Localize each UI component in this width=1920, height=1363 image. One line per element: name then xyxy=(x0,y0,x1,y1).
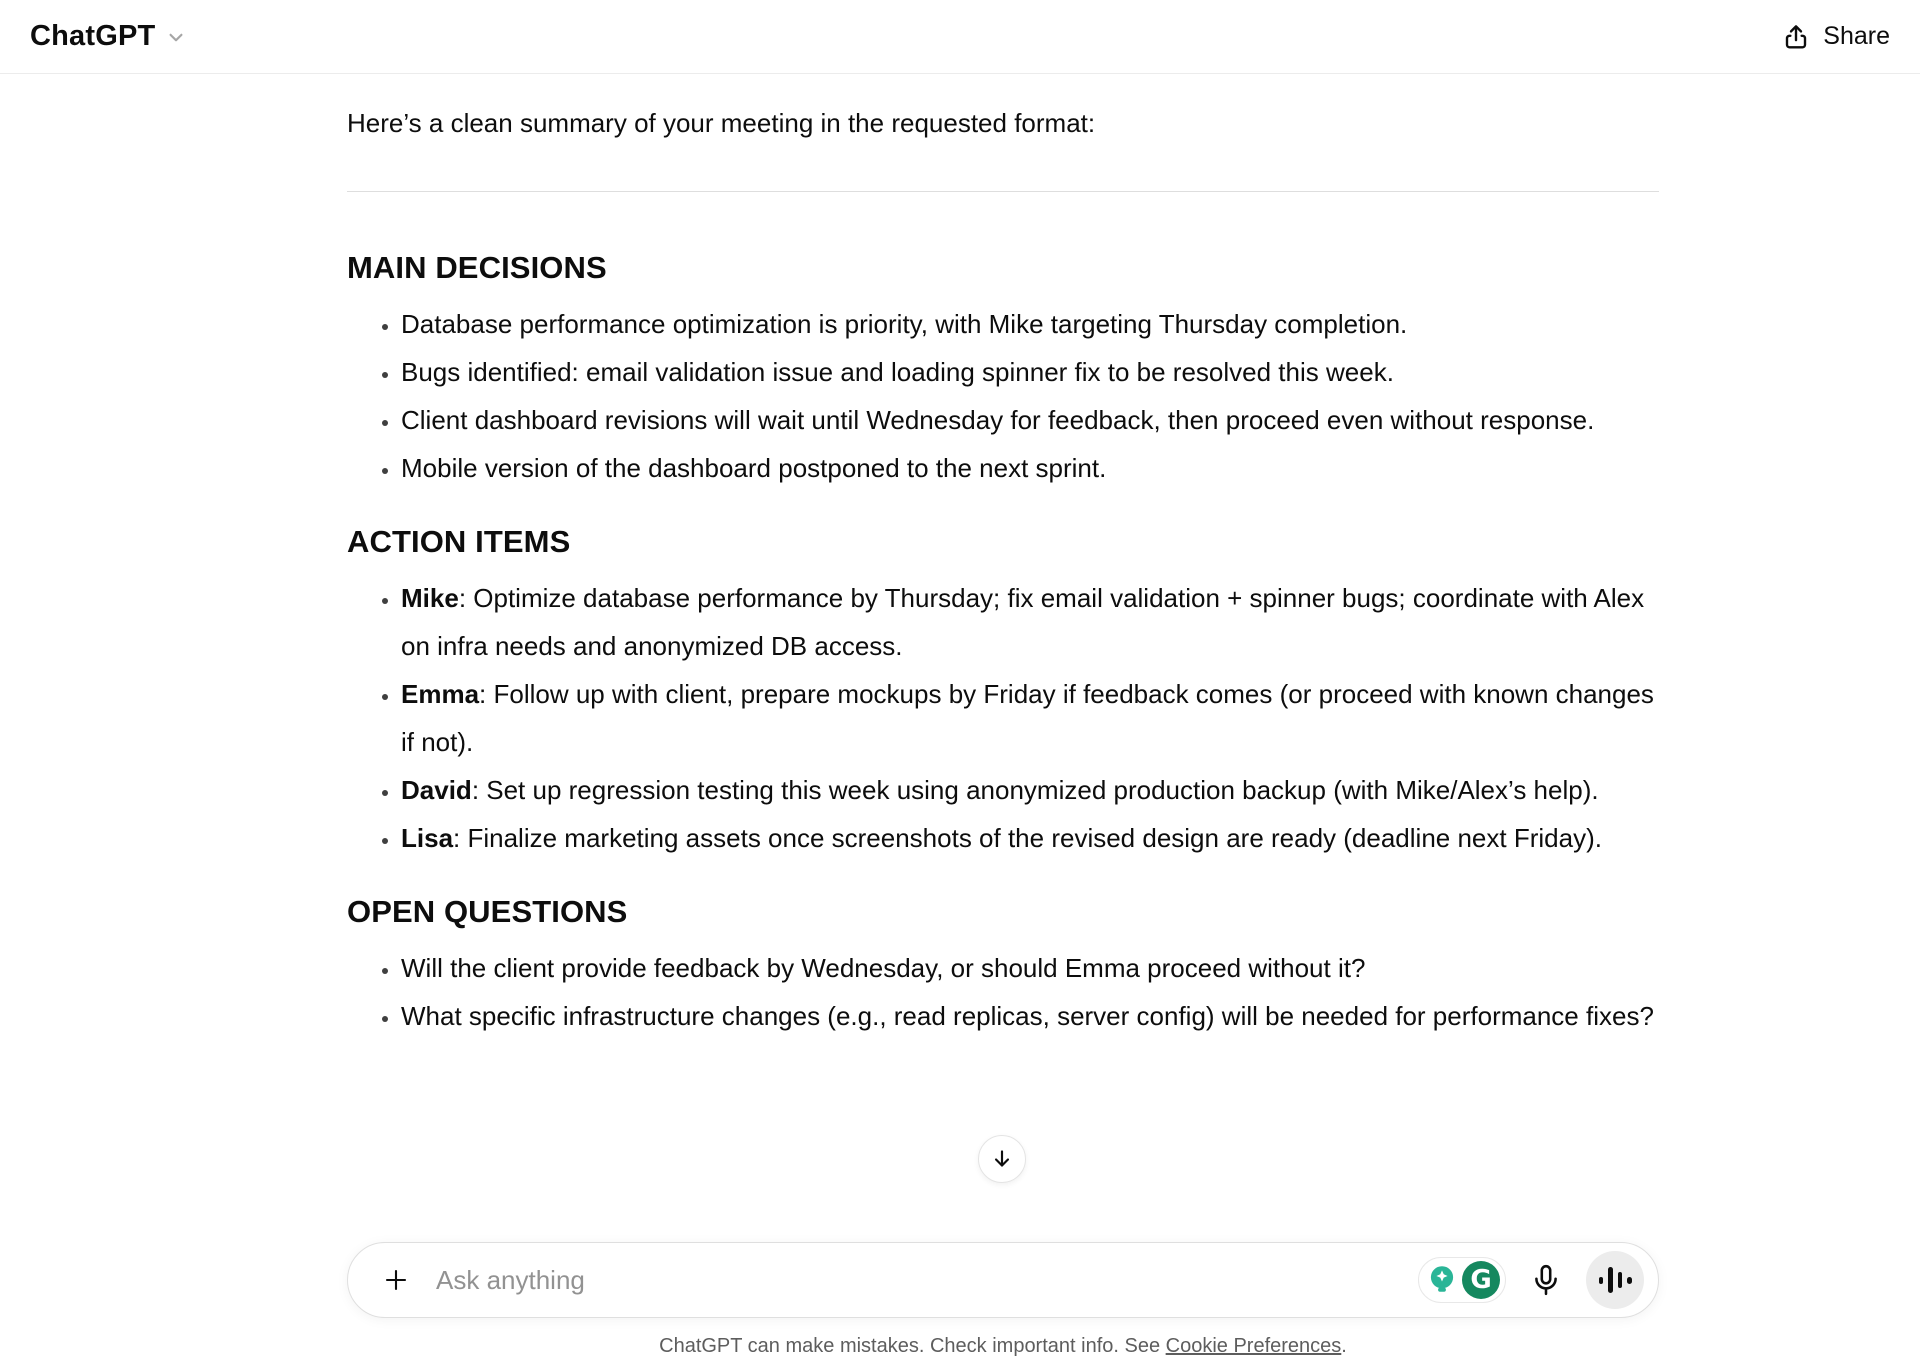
section-bullet-list xyxy=(347,574,1659,862)
bullet-item: • Client dashboard revisions will wait until Wednesday for feedback, then proceed even without response. xyxy=(401,396,1659,444)
section-heading: ACTION ITEMS xyxy=(347,524,571,559)
bullet-item: • Bugs identified: email validation issue and loading spinner fix to be resolved this week. xyxy=(401,348,1659,396)
attach-button[interactable] xyxy=(374,1258,418,1302)
composer[interactable] xyxy=(347,1242,1659,1318)
section-heading: MAIN DECISIONS xyxy=(347,250,607,285)
voice-mode-button[interactable] xyxy=(1586,1251,1644,1309)
arrow-down-icon xyxy=(989,1146,1015,1172)
grammarly-g-icon: G xyxy=(1462,1261,1500,1299)
bullet-item: • Will the client provide feedback by Wednesday, or should Emma proceed without it? xyxy=(401,944,1659,992)
lightbulb-sparkle-icon xyxy=(1424,1262,1460,1298)
section-heading: OPEN QUESTIONS xyxy=(347,894,628,929)
scroll-to-bottom-button[interactable] xyxy=(978,1135,1026,1183)
assignee-name: David xyxy=(401,775,472,805)
model-selector[interactable] xyxy=(30,20,189,53)
assignee-name: Emma xyxy=(401,679,480,709)
bullet-item: • Database performance optimization is priority, with Mike targeting Thursday completion. xyxy=(401,300,1659,348)
app-title: ChatGPT xyxy=(30,20,156,52)
top-bar xyxy=(0,0,1920,74)
waveform-icon xyxy=(1599,1277,1604,1284)
bullet-item: • Mobile version of the dashboard postponed to the next sprint. xyxy=(401,444,1659,492)
bullet-item: • Emma: Follow up with client, prepare mockups by Friday if feedback comes (or proceed with known changes if not). xyxy=(401,670,1659,766)
assistant-message-intro: Here’s a clean summary of your meeting in the requested format: xyxy=(347,108,1096,138)
assignee-name: Lisa xyxy=(401,823,454,853)
bullet-item: • Lisa: Finalize marketing assets once screenshots of the revised design are ready (deadline next Friday). xyxy=(401,814,1659,862)
share-label: Share xyxy=(1823,22,1890,50)
grammarly-extension-badge[interactable] xyxy=(1418,1257,1506,1303)
plus-icon xyxy=(381,1265,411,1295)
section-bullet-list xyxy=(347,944,1659,1040)
share-icon xyxy=(1781,22,1811,52)
disclaimer-suffix: . xyxy=(1341,1335,1347,1357)
bullet-item: • What specific infrastructure changes (e.g., read replicas, server config) will be needed for performance fixes? xyxy=(401,992,1659,1040)
share-button[interactable] xyxy=(1781,22,1890,52)
bullet-item: • David: Set up regression testing this week using anonymized production backup (with Mike/Alex’s help). xyxy=(401,766,1659,814)
chat-area xyxy=(347,74,1659,1040)
composer-actions xyxy=(1418,1251,1644,1309)
assignee-name: Mike xyxy=(401,583,459,613)
chevron-down-icon xyxy=(163,24,189,50)
bullet-item: • Mike: Optimize database performance by Thursday; fix email validation + spinner bugs; coordinate with Alex on infra needs and anonymized DB access. xyxy=(401,574,1659,670)
microphone-icon xyxy=(1528,1262,1564,1298)
message-input[interactable] xyxy=(436,1265,1418,1296)
divider xyxy=(347,191,1659,192)
disclaimer-text: ChatGPT can make mistakes. Check important info. See xyxy=(659,1335,1166,1357)
footer-disclaimer xyxy=(347,1335,1659,1358)
message-sections xyxy=(347,248,1659,1040)
cookie-preferences-link[interactable]: Cookie Preferences xyxy=(1165,1335,1342,1357)
dictate-button[interactable] xyxy=(1524,1258,1568,1302)
section-bullet-list xyxy=(347,300,1659,492)
